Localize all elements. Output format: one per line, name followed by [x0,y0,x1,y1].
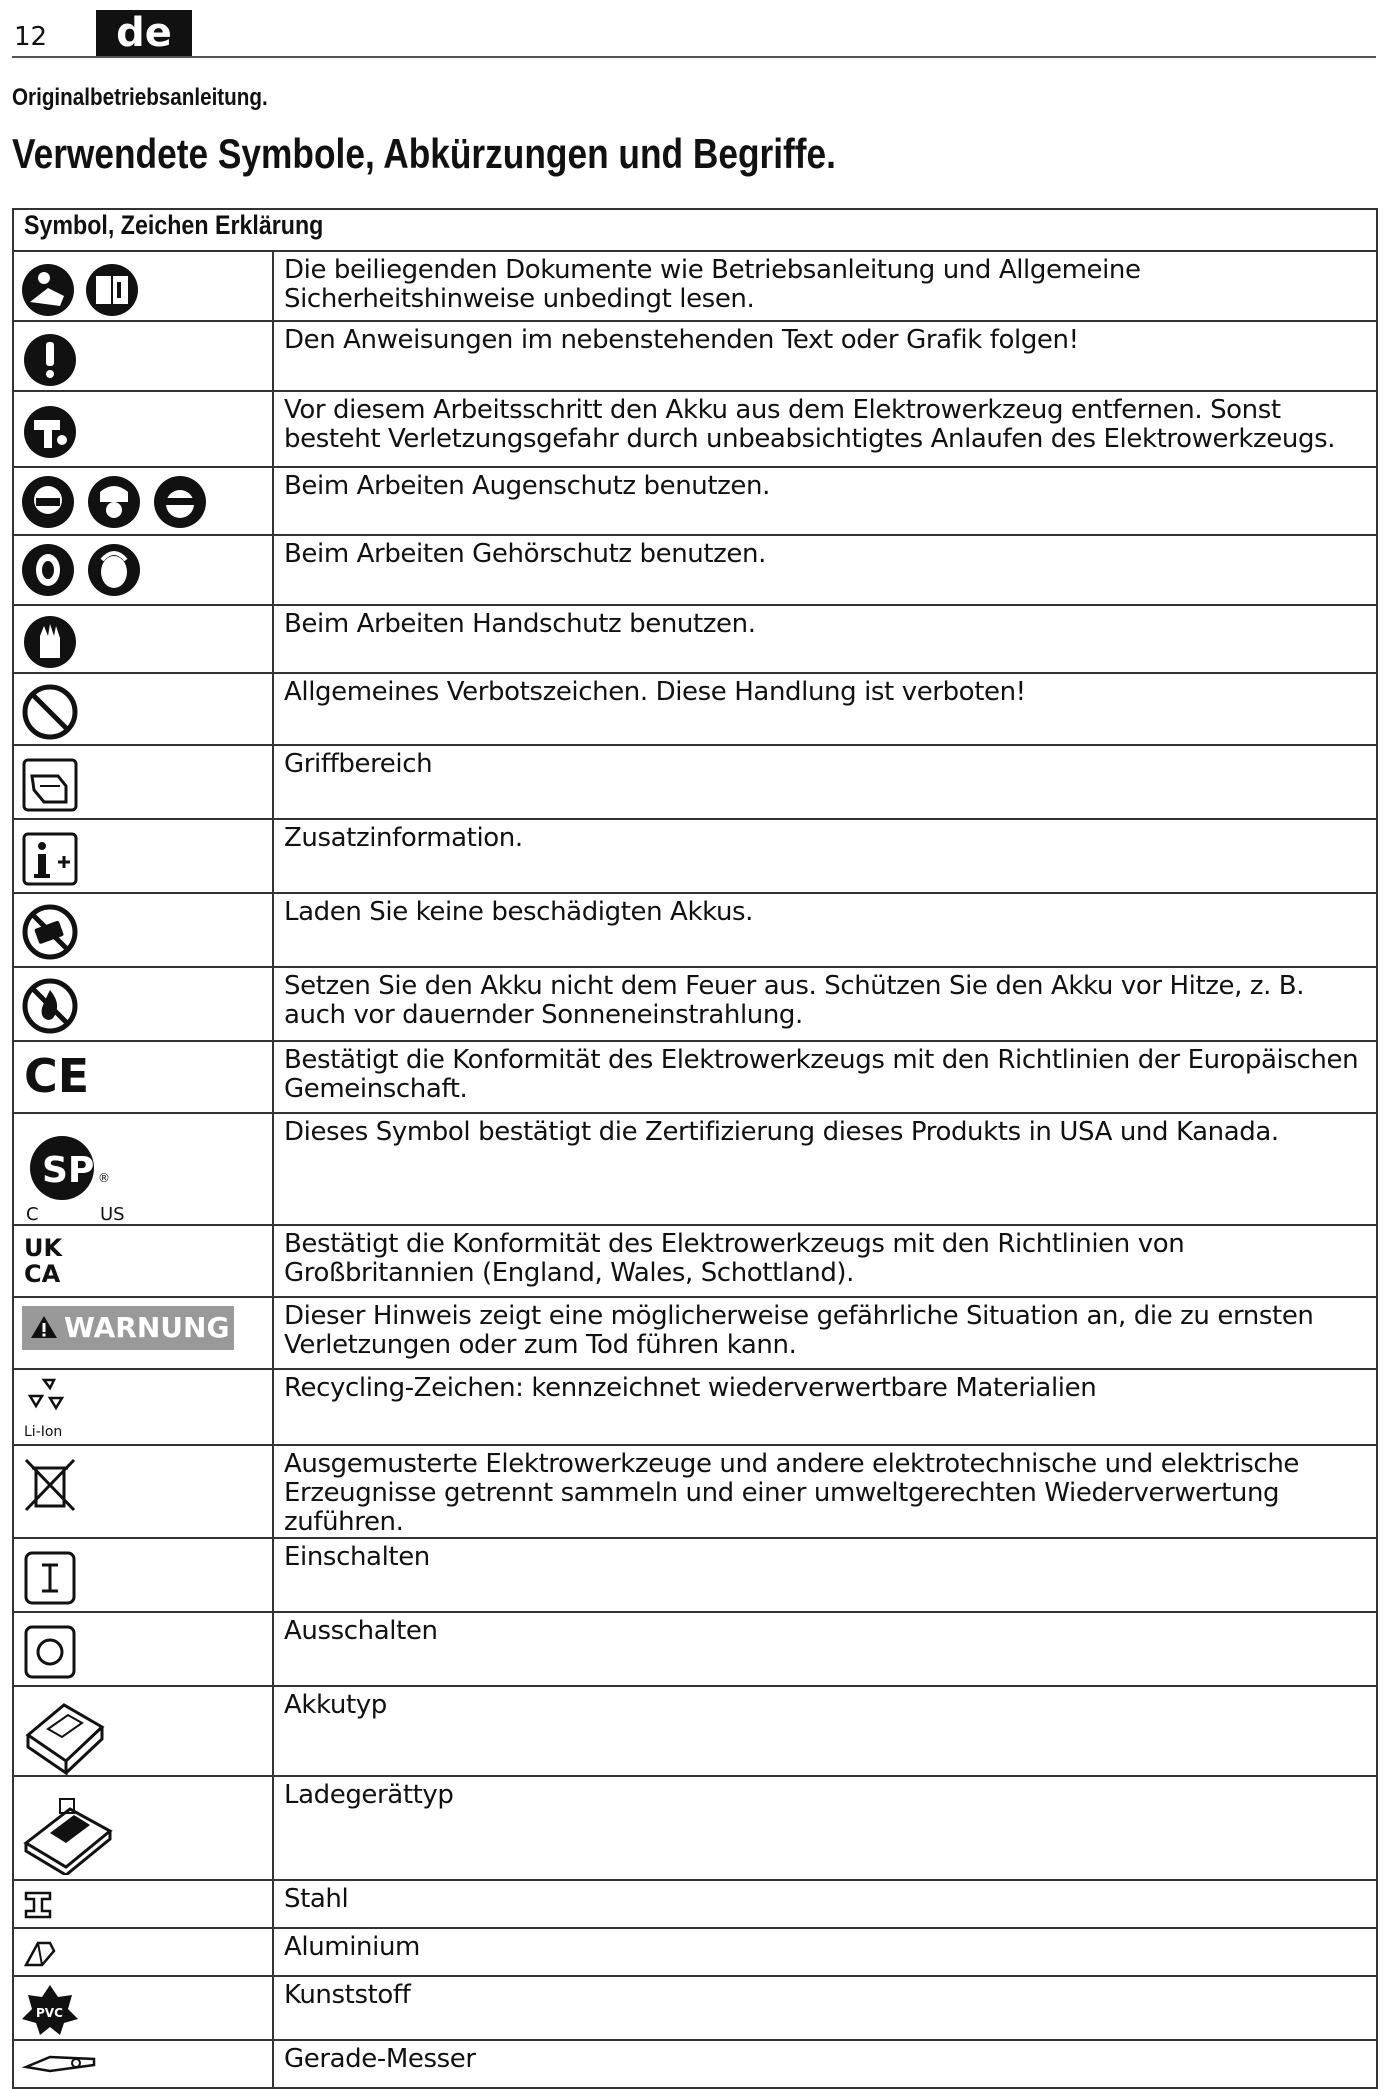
table-row [13,1369,1377,1445]
table-row [13,1612,1377,1686]
svg-text:C: C [26,1204,39,1224]
row-description: Dieses Symbol bestätigt die Zertifizierung dieses Produkts in USA und Kanada. [273,1113,1377,1225]
ear-protection-icon [22,544,74,596]
straight-blade-icon [26,2057,94,2071]
row-description: Griffbereich [273,745,1377,819]
row-description: Beim Arbeiten Handschutz benutzen. [273,605,1377,673]
row-description: Beim Arbeiten Gehörschutz benutzen. [273,535,1377,605]
no-damaged-battery-icon [25,907,75,957]
table-row [13,1113,1377,1225]
row-description: Ladegerättyp [273,1776,1377,1880]
row-description: Laden Sie keine beschädigten Akkus. [273,893,1377,967]
ear-muffs-icon [88,544,140,596]
row-description: Allgemeines Verbotszeichen. Diese Handlung ist verboten! [273,673,1377,745]
power-off-icon [26,1627,74,1677]
row-description: Die beiliegenden Dokumente wie Betriebsanleitung und Allgemeine Sicherheitshinweise unbedingt lesen. [273,251,1377,321]
row-description: Ausschalten [273,1612,1377,1686]
table-row [13,745,1377,819]
table-row [13,321,1377,391]
row-description: Bestätigt die Konformität des Elektrowerkzeugs mit den Richtlinien der Europäischen Gemeinschaft. [273,1041,1377,1113]
svg-text:SP: SP [42,1150,95,1191]
info-manual-icon [86,264,138,316]
face-shield-icon [88,476,140,528]
table-row [13,391,1377,467]
table-row [13,819,1377,893]
recycling-li-ion-icon [24,1380,62,1440]
table-row [13,893,1377,967]
read-manual-icon [22,264,74,316]
row-description: Aluminium [273,1928,1377,1976]
charger-icon [26,1799,110,1875]
row-description: Akkutyp [273,1686,1377,1776]
table-row [13,605,1377,673]
svg-text:US: US [100,1204,125,1224]
svg-text:PVC: PVC [36,2006,63,2020]
safety-glasses-icon [154,476,206,528]
row-description: Dieser Hinweis zeigt eine möglicherweise gefährliche Situation an, die zu ernsten Verletzungen oder zum Tod führen kann. [273,1297,1377,1369]
page-number: 12 [14,22,48,52]
row-description: Stahl [273,1880,1377,1928]
row-description: Den Anweisungen im nebenstehenden Text oder Grafik folgen! [273,321,1377,391]
row-description: Bestätigt die Konformität des Elektrowerkzeugs mit den Richtlinien von Großbritannien (England, Wales, Schottland). [273,1225,1377,1297]
table-row [13,1041,1377,1113]
symbol-table [12,208,1378,2089]
gloves-icon [24,616,76,668]
page-title: Verwendete Symbole, Abkürzungen und Begriffe. [12,130,836,177]
row-description: Kunststoff [273,1976,1377,2040]
row-description: Beim Arbeiten Augenschutz benutzen. [273,467,1377,535]
row-description: Ausgemusterte Elektrowerkzeuge und andere elektrotechnische und elektrische Erzeugnisse getrennt sammeln und einer umweltgerechten Wiederverwertung zuführen. [273,1445,1377,1538]
table-row [13,673,1377,745]
table-row [13,535,1377,605]
csa-mark-icon [26,1136,125,1224]
table-row [13,1928,1377,1976]
table-row [13,1225,1377,1297]
exclamation-icon [24,334,76,386]
table-row [13,251,1377,321]
plastic-pvc-icon [22,1985,78,2035]
table-row [13,1297,1377,1369]
additional-info-icon [24,834,76,884]
grip-area-icon [24,760,76,810]
table-row [13,1776,1377,1880]
row-description: Zusatzinformation. [273,819,1377,893]
table-row [13,1445,1377,1538]
ce-mark-icon [24,1049,89,1103]
document-subtitle: Originalbetriebsanleitung. [12,84,268,111]
row-description: Recycling-Zeichen: kennzeichnet wiederverwertbare Materialien [273,1369,1377,1445]
ukca-mark-icon [24,1234,63,1288]
steel-icon [26,1893,50,1917]
no-fire-icon [25,981,75,1031]
table-row [13,1538,1377,1612]
table-row [13,467,1377,535]
svg-text:UK: UK [24,1234,63,1262]
svg-text:CE: CE [24,1049,90,1103]
language-tag: de [96,10,192,56]
svg-text:®: ® [98,1171,110,1185]
row-description: Setzen Sie den Akku nicht dem Feuer aus. Schützen Sie den Akku vor Hitze, z. B. auch vor dauernder Sonneneinstrahlung. [273,967,1377,1041]
warning-label-icon: WARNUNG [22,1306,234,1350]
table-row [13,1880,1377,1928]
aluminium-icon [26,1943,54,1965]
weee-bin-icon [26,1460,74,1510]
row-description: Einschalten [273,1538,1377,1612]
table-row [13,1976,1377,2040]
table-row [13,967,1377,1041]
page-header [12,10,1376,58]
power-on-icon [26,1553,74,1603]
table-row [13,2040,1377,2088]
battery-pack-icon [28,1705,102,1773]
row-description: Vor diesem Arbeitsschritt den Akku aus dem Elektrowerkzeug entfernen. Sonst besteht Verletzungsgefahr durch unbeabsichtigtes Anlaufen des Elektrowerkzeugs. [273,391,1377,467]
goggles-icon [22,476,74,528]
remove-battery-icon [24,406,76,458]
table-header: Symbol, Zeichen Erklärung [13,209,1377,251]
table-header-row [13,209,1377,251]
table-row [13,1686,1377,1776]
prohibition-icon [25,687,75,737]
svg-text:Li-Ion: Li-Ion [24,1424,63,1440]
svg-text:CA: CA [24,1260,61,1288]
row-description: Gerade-Messer [273,2040,1377,2088]
